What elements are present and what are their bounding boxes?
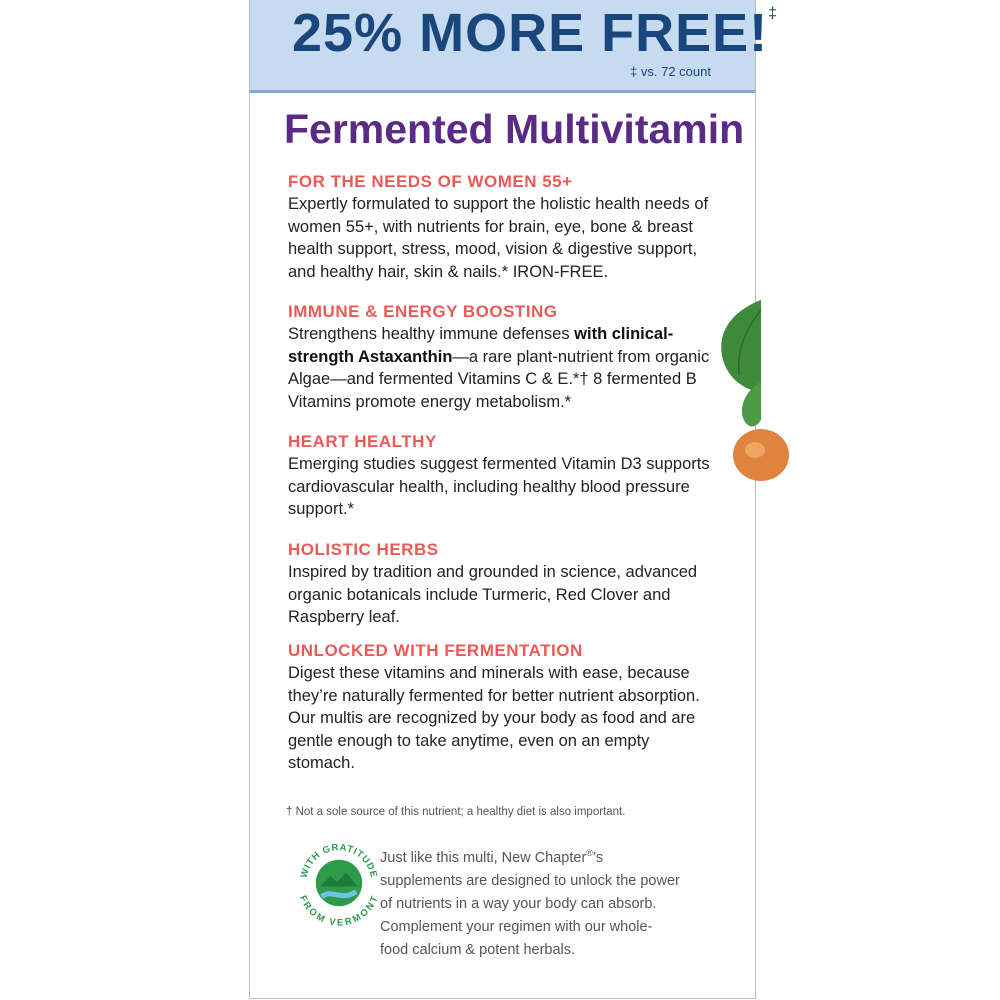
section-body: Inspired by tradition and grounded in science, advanced organic botanicals include Turmeric, Red Clover and Raspberry leaf.: [288, 563, 698, 626]
section-body: Expertly formulated to support the holistic health needs of women 55+, with nutrients for brain, eye, bone & breast health support, stress, mood, vision & digestive support, and healthy hair, skin & nails.* IRON-FREE.: [288, 195, 709, 281]
promo-footnote: ‡ vs. 72 count: [630, 64, 711, 79]
seal-top-text: WITH GRATITUDE: [298, 842, 380, 880]
section-heading: UNLOCKED WITH FERMENTATION: [288, 641, 583, 660]
double-dagger-mark: ‡: [768, 5, 778, 22]
section-heading: IMMUNE & ENERGY BOOSTING: [288, 302, 558, 321]
section-women-55: [288, 171, 718, 283]
section-herbs: [288, 539, 718, 629]
vermont-seal-icon: [296, 840, 382, 926]
section-fermentation: [288, 640, 708, 775]
brand-blurb: Just like this multi, New Chapter®’s supplements are designed to unlock the power of nutrients in a way your body can absorb. Complement your regimen with our whole-food calcium & potent herbals.: [380, 848, 680, 958]
section-heading: FOR THE NEEDS OF WOMEN 55+: [288, 172, 573, 191]
seal-bottom-text: FROM VERMONT: [297, 893, 381, 926]
promo-headline: 25% MORE FREE!‡: [292, 3, 778, 63]
section-heading: HOLISTIC HERBS: [288, 540, 439, 559]
section-body: Emerging studies suggest fermented Vitamin D3 supports cardiovascular health, including healthy blood pressure support.*: [288, 455, 710, 518]
promo-banner: [250, 0, 778, 93]
section-body: Strengthens healthy immune defenses with clinical-strength Astaxanthin—a rare plant-nutrient from organic Algae—and fermented Vitamins C & E.*† 8 fermented B Vitamins promote energy metabolism.*: [288, 325, 710, 411]
section-heading: HEART HEALTHY: [288, 432, 437, 451]
product-title: Fermented Multivitamin: [284, 106, 745, 152]
section-heart: [288, 431, 718, 521]
section-body: Digest these vitamins and minerals with ease, because they’re naturally fermented for better nutrient absorption. Our multis are recognized by your body as food and are gentle enough to take anytime, even on an empty stomach.: [288, 664, 700, 772]
bold-claim: with clinical-strength Astaxanthin: [288, 325, 674, 366]
product-panel: [249, 0, 778, 999]
raspberry-leaf-icon: [715, 300, 761, 480]
nutrient-footnote: † Not a sole source of this nutrient; a healthy diet is also important.: [286, 806, 626, 818]
registered-mark: ®: [586, 848, 593, 858]
section-immune-energy: [288, 301, 718, 413]
